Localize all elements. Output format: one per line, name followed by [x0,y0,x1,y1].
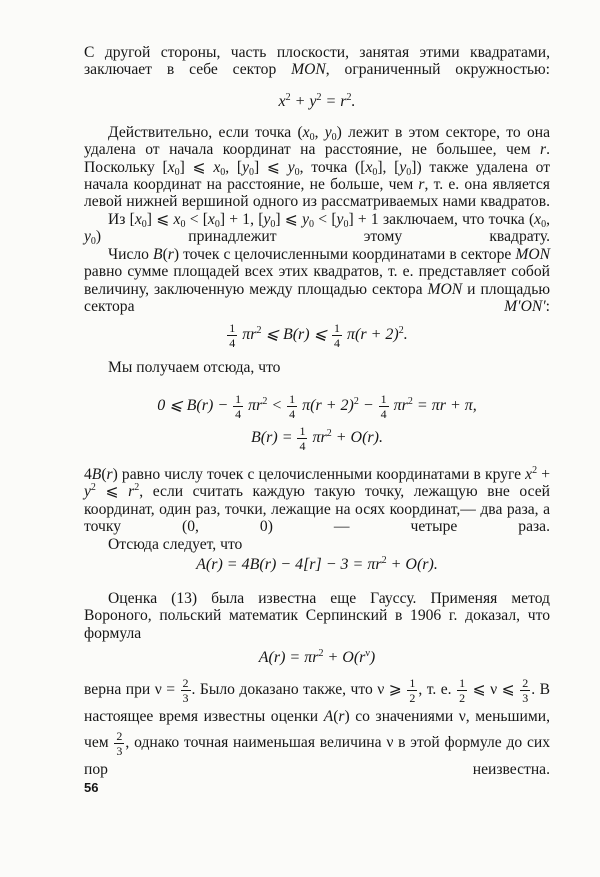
paragraph-4b: 4B(r) равно числу точек с целочисленными координатами в круге $x^2 + y^2$ ⩽ $r^2$, если считать каждую такую точку, лежащую вне осей координат, один раз, точки, лежащие на осях координат,— два раза, а точку (0, 0) — четыре раза. [84,465,550,535]
formula-circle: $x^2 + y^2 = r^2$. [278,92,356,110]
page-number: 56 [84,780,99,795]
formula-a-asymptotic: $A(r) = 4B(r) - 4[r] - 3 = \pi r^2 + O(r)$. [196,555,438,573]
paragraph-gauss: Оценка (13) была известна еще Гауссу. Применяя метод Вороного, польский математик Серпинский в 1906 г. доказал, что формула [84,590,550,642]
formula-b-difference: 0 ⩽ B(r) − $\frac{1}{4}$ $\pi r^2$ < $\frac{1}{4}$ $\pi(r + 2)^2$ − $\frac{1}{4}$ $\pi r^2 = \pi r + \pi$, [157,392,477,421]
formula-b-asymptotic: B(r) = $\frac{1}{4}$ $\pi r^2 + O(r)$. [251,424,383,453]
paragraph-hence: Отсюда следует, что [108,536,243,553]
paragraph-exponent: верна при ν = $\frac{2}{3}$ . Было доказано также, что ν ⩾ $\frac{1}{2}$ , т. е. $\frac{1}{2}$ ⩽ ν ⩽ $\frac{2}{3}$ . В настоящее время известны оценки A(r) со значениями ν, меньшими, чем $\frac{2}{3}$ , однако точная наименьшая величина ν в этой формуле до сих пор неизвестна. [84,676,551,778]
paragraph-b-count: Число B(r) точек с целочисленными координатами в секторе MON равно сумме площадей всех этих квадратов, т. е. представляет собой величину, заключенную между площадью сектора MON и площадью сектора M′ON′: [84,246,550,315]
formula-sierpinski: $A(r) = \pi r^2 + O(r^\nu)$ [258,648,376,666]
formula-b-bounds: $\frac{1}{4}$ $\pi r^2$ ⩽ B(r) ⩽ $\frac{1}{4}$ $\pi(r + 2)^2$. [229,321,408,350]
paragraph-we-get: Мы получаем отсюда, что [108,359,281,376]
paragraph-inclusion: Из $[x_0]$ ⩽ $x_0 < [x_0] + 1$, $[y_0]$ ⩽ $y_0 < [y_0] + 1$ заключаем, что точка ($x_0$, $y_0$) принадлежит этому квадрату. [84,211,550,248]
paragraph-proof: Действительно, если точка ($x_0$, $y_0$) лежит в этом секторе, то она удалена от начала координат на расстояние, не большее, чем r. Поскольку $[x_0]$ ⩽ $x_0$, $[y_0]$ ⩽ $y_0$, точка ($[x_0]$, $[y_0]$) также удалена от начала координат на расстояние, не больше, чем r, т. е. она является левой нижней вершиной одного из рассматриваемых нами квадратов. [84,124,551,211]
paragraph-sector-intro: С другой стороны, часть плоскости, занятая этими квадратами, заключает в себе сектор MON, ограниченный окружностью: [84,44,550,79]
